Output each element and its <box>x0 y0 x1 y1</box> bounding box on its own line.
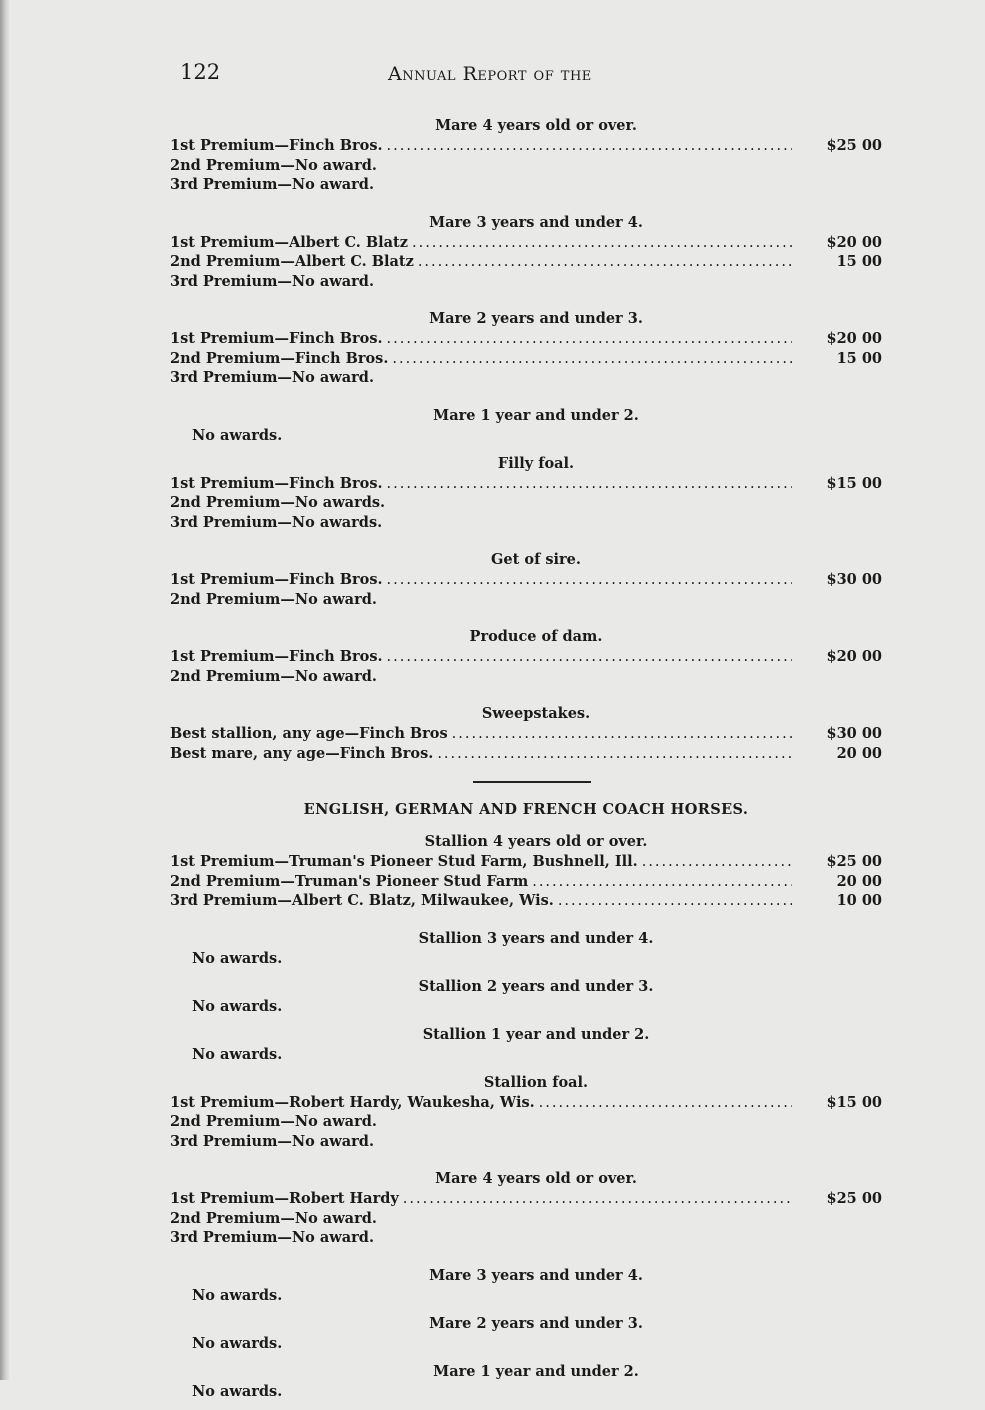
award-section <box>170 406 882 446</box>
award-section <box>170 1025 882 1065</box>
no-awards-note: No awards. <box>192 949 283 967</box>
section-title: Mare 2 years and under 3. <box>429 310 643 327</box>
premium-amount: $20 00 <box>826 330 882 347</box>
premium-label: 1st Premium—Albert C. Blatz <box>170 233 408 251</box>
section-divider <box>473 781 591 783</box>
dot-leader <box>554 892 792 912</box>
section-title: Stallion 1 year and under 2. <box>422 1025 650 1043</box>
premium-row <box>170 590 882 610</box>
premium-label: 2nd Premium—Albert C. Blatz <box>170 253 414 270</box>
page-binding-edge <box>0 0 9 1380</box>
premium-amount: $20 00 <box>826 233 882 251</box>
dot-leader <box>388 350 792 370</box>
premium-row <box>170 368 882 388</box>
dot-leader <box>399 1190 792 1210</box>
award-section <box>170 929 882 969</box>
premium-label: 1st Premium—Robert Hardy, Waukesha, Wis. <box>170 1093 535 1111</box>
premium-label: 3rd Premium—No award. <box>170 1229 374 1246</box>
premium-label: 1st Premium—Finch Bros. <box>170 137 383 154</box>
premium-label: 1st Premium—Truman's Pioneer Stud Farm, Bushnell, Ill. <box>170 853 638 870</box>
section-title: Stallion foal. <box>483 1073 589 1091</box>
premium-label: 1st Premium—Finch Bros. <box>170 330 383 347</box>
premium-row <box>170 175 882 195</box>
premium-row <box>170 724 882 744</box>
award-section <box>170 977 882 1017</box>
award-section <box>170 1362 882 1402</box>
award-section <box>170 1169 882 1248</box>
premium-label: 2nd Premium—Finch Bros. <box>170 349 389 367</box>
dot-leader <box>448 725 792 745</box>
section-title: Sweepstakes. <box>481 705 591 722</box>
premium-amount: 20 00 <box>836 872 882 890</box>
section-title: Mare 1 year and under 2. <box>433 406 639 424</box>
premium-amount: $15 00 <box>826 474 882 492</box>
premium-row <box>170 233 882 253</box>
no-awards-note: No awards. <box>192 1382 283 1400</box>
dot-leader <box>383 137 792 157</box>
section-title: Mare 4 years old or over. <box>435 117 637 134</box>
premium-amount: $20 00 <box>826 648 882 665</box>
premium-amount: 10 00 <box>836 892 882 909</box>
premium-amount: $25 00 <box>826 853 882 870</box>
premium-amount: $30 00 <box>826 725 882 742</box>
premium-row <box>170 667 882 687</box>
section-title: Mare 2 years and under 3. <box>429 1314 643 1332</box>
major-heading: ENGLISH, GERMAN AND FRENCH COACH HORSES. <box>303 801 749 818</box>
award-section <box>170 309 882 388</box>
dot-leader <box>528 873 792 893</box>
premium-label: 1st Premium—Finch Bros. <box>170 474 383 492</box>
premium-row <box>170 872 882 892</box>
section-title: Mare 3 years and under 4. <box>429 213 643 231</box>
award-section <box>170 1314 882 1354</box>
premium-row <box>170 647 882 667</box>
premium-row <box>170 1132 882 1152</box>
premium-row <box>170 852 882 872</box>
premium-row <box>170 1189 882 1209</box>
premium-row <box>170 136 882 156</box>
award-section <box>170 832 882 911</box>
award-section <box>170 213 882 292</box>
premium-label: 3rd Premium—No award. <box>170 176 374 193</box>
dot-leader <box>408 234 792 254</box>
no-awards-note: No awards. <box>192 997 283 1015</box>
premium-label: 3rd Premium—Albert C. Blatz, Milwaukee, Wis. <box>170 892 554 909</box>
premium-amount: $25 00 <box>826 1190 882 1207</box>
dot-leader <box>535 1094 792 1114</box>
award-section <box>170 116 882 195</box>
premium-row <box>170 1112 882 1132</box>
premium-amount: 15 00 <box>836 253 882 270</box>
premium-label: 2nd Premium—No award. <box>170 667 377 685</box>
premium-label: 3rd Premium—No award. <box>170 369 374 386</box>
premium-row <box>170 1093 882 1113</box>
award-section <box>170 1073 882 1152</box>
dot-leader <box>383 475 792 495</box>
premium-row <box>170 474 882 494</box>
award-section <box>170 627 882 686</box>
premium-label: Best stallion, any age—Finch Bros <box>170 725 448 742</box>
dot-leader <box>383 648 792 668</box>
section-title: Stallion 3 years and under 4. <box>418 929 654 947</box>
dot-leader <box>638 853 792 873</box>
section-title: Mare 4 years old or over. <box>435 1170 637 1187</box>
premium-label: Best mare, any age—Finch Bros. <box>170 744 434 762</box>
dot-leader <box>383 571 792 591</box>
section-title: Get of sire. <box>491 551 581 568</box>
premium-row <box>170 252 882 272</box>
premium-label: 1st Premium—Robert Hardy <box>170 1190 399 1207</box>
award-section <box>170 454 882 533</box>
section-title: Filly foal. <box>497 454 575 472</box>
section-title: Stallion 4 years old or over. <box>424 833 648 850</box>
premium-row <box>170 1209 882 1229</box>
section-title: Produce of dam. <box>469 628 603 645</box>
dot-leader <box>433 745 792 765</box>
premium-row <box>170 272 882 292</box>
no-awards-note: No awards. <box>192 1334 283 1352</box>
premium-row <box>170 891 882 911</box>
running-title: Annual Report of the <box>388 63 592 85</box>
premium-label: 2nd Premium—No awards. <box>170 494 386 511</box>
dot-leader <box>414 253 792 273</box>
premium-label: 2nd Premium—No award. <box>170 1209 377 1227</box>
premium-row <box>170 1228 882 1248</box>
premium-row <box>170 513 882 533</box>
premium-label: 1st Premium—Finch Bros. <box>170 648 383 665</box>
award-section <box>170 1266 882 1306</box>
award-section <box>170 704 882 763</box>
no-awards-note: No awards. <box>192 1045 283 1063</box>
premium-label: 2nd Premium—No award. <box>170 590 377 608</box>
premium-amount: $15 00 <box>826 1093 882 1111</box>
premium-row <box>170 349 882 369</box>
premium-label: 3rd Premium—No award. <box>170 1132 374 1150</box>
dot-leader <box>383 330 792 350</box>
premium-label: 3rd Premium—No award. <box>170 272 374 290</box>
premium-label: 2nd Premium—Truman's Pioneer Stud Farm <box>170 872 529 890</box>
premium-list <box>170 116 882 1410</box>
section-title: Stallion 2 years and under 3. <box>418 977 654 995</box>
premium-amount: 20 00 <box>836 744 882 762</box>
premium-label: 1st Premium—Finch Bros. <box>170 571 383 588</box>
section-title: Mare 1 year and under 2. <box>433 1362 639 1380</box>
award-section <box>170 550 882 609</box>
premium-row <box>170 744 882 764</box>
premium-amount: 15 00 <box>836 349 882 367</box>
premium-row <box>170 493 882 513</box>
premium-row <box>170 570 882 590</box>
premium-label: 2nd Premium—No award. <box>170 1113 377 1130</box>
section-title: Mare 3 years and under 4. <box>429 1266 643 1284</box>
premium-amount: $30 00 <box>826 571 882 588</box>
no-awards-note: No awards. <box>192 426 283 444</box>
premium-label: 2nd Premium—No award. <box>170 156 377 174</box>
no-awards-note: No awards. <box>192 1286 283 1304</box>
page-header <box>0 60 985 90</box>
premium-row <box>170 156 882 176</box>
premium-label: 3rd Premium—No awards. <box>170 513 383 531</box>
premium-row <box>170 329 882 349</box>
page-number: 122 <box>180 60 221 84</box>
premium-amount: $25 00 <box>826 137 882 154</box>
